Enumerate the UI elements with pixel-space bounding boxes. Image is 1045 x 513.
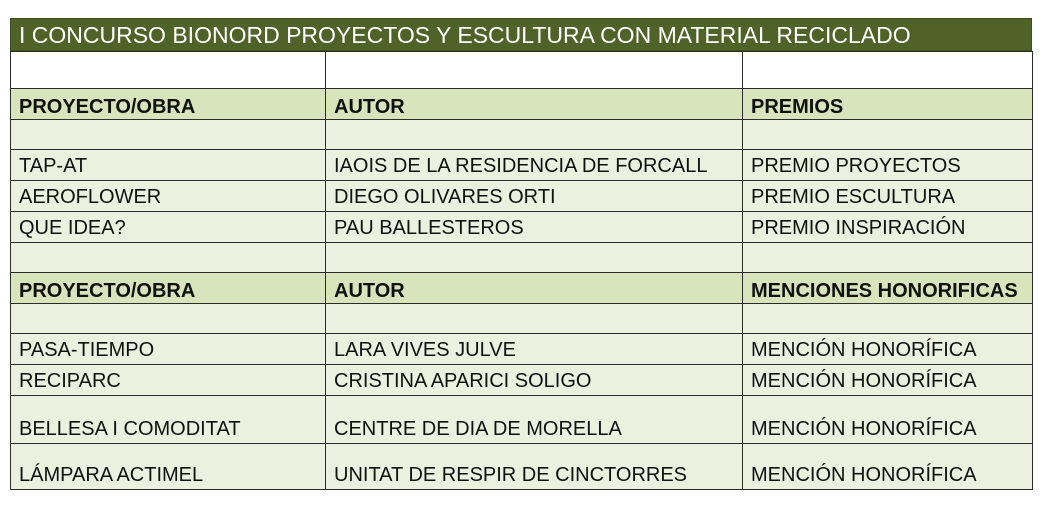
column-header-mentions[interactable]: MENCIONES HONORIFICAS xyxy=(743,273,1033,304)
empty-cell[interactable] xyxy=(11,243,326,273)
column-header-author[interactable]: AUTOR xyxy=(326,273,743,304)
table-row xyxy=(11,365,1033,396)
author-cell[interactable]: DIEGO OLIVARES ORTI xyxy=(326,181,743,212)
empty-cell[interactable] xyxy=(11,120,326,150)
empty-cell[interactable] xyxy=(326,243,743,273)
mention-cell[interactable]: MENCIÓN HONORÍFICA xyxy=(743,396,1033,444)
project-cell[interactable]: RECIPARC xyxy=(11,365,326,396)
table-row xyxy=(11,396,1033,444)
project-cell[interactable]: BELLESA I COMODITAT xyxy=(11,396,326,444)
author-cell[interactable]: PAU BALLESTEROS xyxy=(326,212,743,243)
empty-cell[interactable] xyxy=(11,52,326,89)
column-header-awards[interactable]: PREMIOS xyxy=(743,89,1033,120)
project-cell[interactable]: PASA-TIEMPO xyxy=(11,334,326,365)
empty-cell[interactable] xyxy=(743,304,1033,334)
header-row-premios xyxy=(11,89,1033,120)
empty-row xyxy=(11,243,1033,273)
spreadsheet xyxy=(10,18,1032,490)
empty-cell[interactable] xyxy=(743,52,1033,89)
author-cell[interactable]: CENTRE DE DIA DE MORELLA xyxy=(326,396,743,444)
project-cell[interactable]: AEROFLOWER xyxy=(11,181,326,212)
award-cell[interactable]: PREMIO INSPIRACIÓN xyxy=(743,212,1033,243)
project-cell[interactable]: TAP-AT xyxy=(11,150,326,181)
empty-row xyxy=(11,52,1033,89)
award-cell[interactable]: PREMIO PROYECTOS xyxy=(743,150,1033,181)
author-cell[interactable]: LARA VIVES JULVE xyxy=(326,334,743,365)
empty-cell[interactable] xyxy=(326,304,743,334)
empty-cell[interactable] xyxy=(743,243,1033,273)
results-table xyxy=(10,51,1033,490)
author-cell[interactable]: UNITAT DE RESPIR DE CINCTORRES xyxy=(326,444,743,490)
mention-cell[interactable]: MENCIÓN HONORÍFICA xyxy=(743,365,1033,396)
award-cell[interactable]: PREMIO ESCULTURA xyxy=(743,181,1033,212)
header-row-menciones xyxy=(11,273,1033,304)
project-cell[interactable]: QUE IDEA? xyxy=(11,212,326,243)
empty-row xyxy=(11,120,1033,150)
empty-cell[interactable] xyxy=(326,120,743,150)
table-row xyxy=(11,444,1033,490)
mention-cell[interactable]: MENCIÓN HONORÍFICA xyxy=(743,444,1033,490)
table-row xyxy=(11,181,1033,212)
column-header-project[interactable]: PROYECTO/OBRA xyxy=(11,89,326,120)
author-cell[interactable]: CRISTINA APARICI SOLIGO xyxy=(326,365,743,396)
mention-cell[interactable]: MENCIÓN HONORÍFICA xyxy=(743,334,1033,365)
sheet-title[interactable]: I CONCURSO BIONORD PROYECTOS Y ESCULTURA CON MATERIAL RECICLADO xyxy=(10,18,1032,51)
author-cell[interactable]: IAOIS DE LA RESIDENCIA DE FORCALL xyxy=(326,150,743,181)
empty-cell[interactable] xyxy=(743,120,1033,150)
column-header-project[interactable]: PROYECTO/OBRA xyxy=(11,273,326,304)
table-row xyxy=(11,334,1033,365)
column-header-author[interactable]: AUTOR xyxy=(326,89,743,120)
empty-row xyxy=(11,304,1033,334)
empty-cell[interactable] xyxy=(11,304,326,334)
empty-cell[interactable] xyxy=(326,52,743,89)
table-row xyxy=(11,212,1033,243)
project-cell[interactable]: LÁMPARA ACTIMEL xyxy=(11,444,326,490)
table-row xyxy=(11,150,1033,181)
